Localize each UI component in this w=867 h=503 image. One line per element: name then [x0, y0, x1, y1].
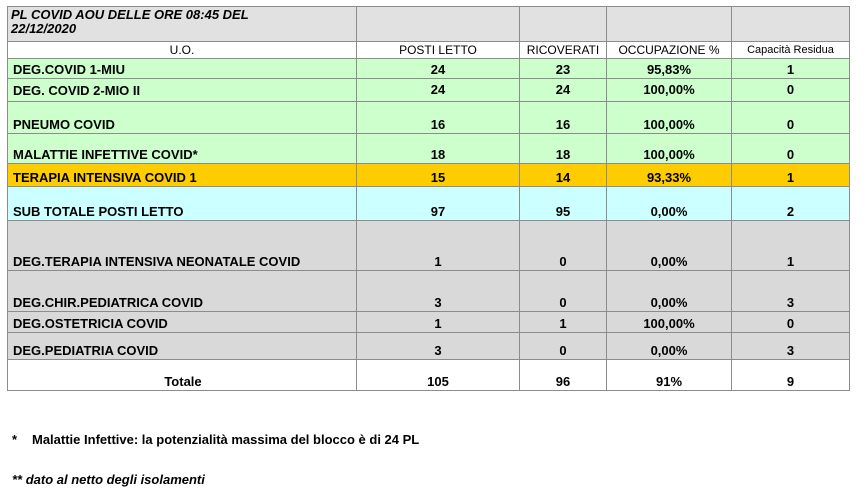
row-posti-letto: 1 [357, 221, 520, 271]
footnote-isolamenti: ** dato al netto degli isolamenti [12, 472, 205, 487]
header-ricoverati: RICOVERATI [520, 42, 607, 59]
row-occupazione: 93,33% [607, 164, 732, 187]
table-row [8, 102, 850, 134]
row-capacita: 0 [732, 134, 850, 164]
row-ricoverati: 23 [520, 59, 607, 79]
row-capacita: 0 [732, 312, 850, 333]
row-ricoverati: 24 [520, 79, 607, 102]
row-ricoverati: 1 [520, 312, 607, 333]
row-uo: DEG.COVID 1-MIU [8, 59, 357, 79]
table-row [8, 164, 850, 187]
total-row [8, 360, 850, 391]
table-row [8, 134, 850, 164]
row-ricoverati: 95 [520, 187, 607, 221]
row-uo: DEG. COVID 2-MIO II [8, 79, 357, 102]
header-capacita-residua: Capacità Residua [732, 42, 850, 59]
header-posti-letto: POSTI LETTO [357, 42, 520, 59]
row-capacita: 1 [732, 164, 850, 187]
row-posti-letto: 97 [357, 187, 520, 221]
table-row [8, 59, 850, 79]
row-posti-letto: 16 [357, 102, 520, 134]
row-occupazione: 95,83% [607, 59, 732, 79]
row-occupazione: 0,00% [607, 333, 732, 360]
row-uo: SUB TOTALE POSTI LETTO [8, 187, 357, 221]
table-row [8, 271, 850, 312]
row-uo: DEG.OSTETRICIA COVID [8, 312, 357, 333]
row-uo: DEG.CHIR.PEDIATRICA COVID [8, 271, 357, 312]
title-line-1: PL COVID AOU DELLE ORE 08:45 DEL [11, 7, 249, 22]
row-capacita: 3 [732, 333, 850, 360]
row-occupazione: 100,00% [607, 134, 732, 164]
footnote-star: * [12, 432, 18, 447]
row-ricoverati: 16 [520, 102, 607, 134]
row-capacita: 0 [732, 79, 850, 102]
header-row [8, 42, 850, 59]
row-uo: PNEUMO COVID [8, 102, 357, 134]
row-ricoverati: 0 [520, 333, 607, 360]
row-posti-letto: 105 [357, 360, 520, 391]
table-row [8, 79, 850, 102]
row-uo: TERAPIA INTENSIVA COVID 1 [8, 164, 357, 187]
covid-beds-table [7, 6, 850, 391]
row-capacita: 1 [732, 59, 850, 79]
table-row [8, 221, 850, 271]
row-uo: MALATTIE INFETTIVE COVID* [8, 134, 357, 164]
header-occupazione: OCCUPAZIONE % [607, 42, 732, 59]
table-title [8, 7, 357, 42]
row-ricoverati: 0 [520, 271, 607, 312]
row-ricoverati: 96 [520, 360, 607, 391]
row-capacita: 1 [732, 221, 850, 271]
header-uo: U.O. [8, 42, 357, 59]
footnote-malattie-infettive [12, 432, 419, 447]
row-uo: DEG.TERAPIA INTENSIVA NEONATALE COVID [8, 221, 357, 271]
subtotal-row [8, 187, 850, 221]
row-uo: Totale [8, 360, 357, 391]
row-occupazione: 0,00% [607, 271, 732, 312]
row-occupazione: 0,00% [607, 221, 732, 271]
row-ricoverati: 0 [520, 221, 607, 271]
row-posti-letto: 3 [357, 333, 520, 360]
title-line-2: 22/12/2020 [11, 21, 77, 36]
table-row [8, 312, 850, 333]
row-ricoverati: 14 [520, 164, 607, 187]
table-row [8, 333, 850, 360]
row-capacita: 2 [732, 187, 850, 221]
row-posti-letto: 15 [357, 164, 520, 187]
row-occupazione: 100,00% [607, 312, 732, 333]
row-capacita: 9 [732, 360, 850, 391]
row-posti-letto: 24 [357, 59, 520, 79]
row-occupazione: 0,00% [607, 187, 732, 221]
row-capacita: 0 [732, 102, 850, 134]
row-occupazione: 100,00% [607, 102, 732, 134]
row-uo: DEG.PEDIATRIA COVID [8, 333, 357, 360]
row-posti-letto: 18 [357, 134, 520, 164]
row-capacita: 3 [732, 271, 850, 312]
row-posti-letto: 3 [357, 271, 520, 312]
row-occupazione: 91% [607, 360, 732, 391]
row-ricoverati: 18 [520, 134, 607, 164]
row-occupazione: 100,00% [607, 79, 732, 102]
title-row [8, 7, 850, 42]
row-posti-letto: 24 [357, 79, 520, 102]
row-posti-letto: 1 [357, 312, 520, 333]
footnote-text: Malattie Infettive: la potenzialità massima del blocco è di 24 PL [32, 432, 420, 447]
